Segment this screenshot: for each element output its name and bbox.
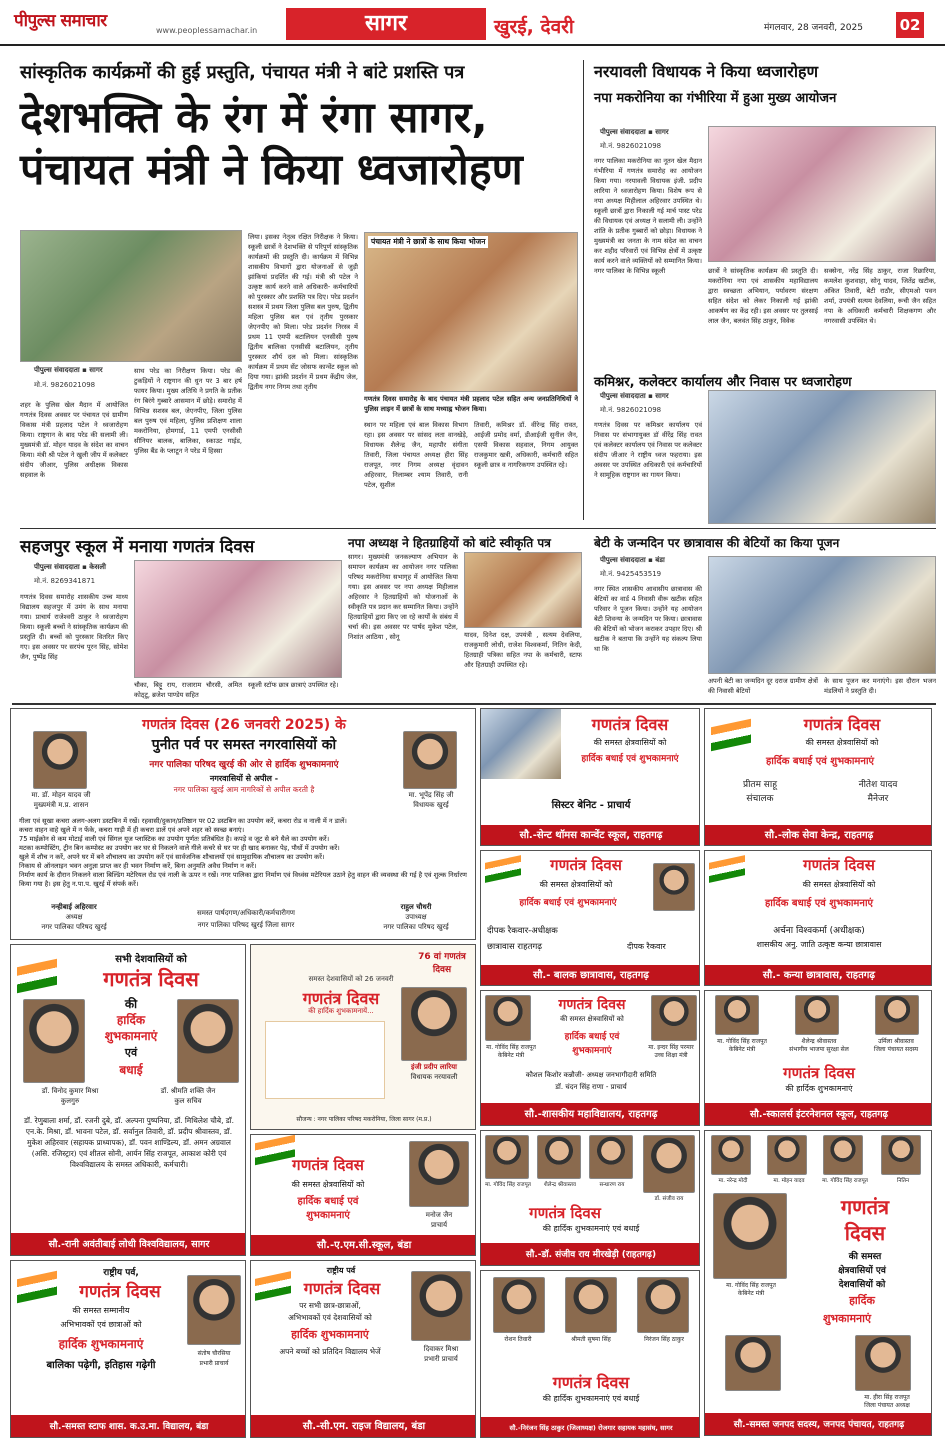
ad-balak-name-1: दीपक रैकवार-अधीक्षक	[487, 926, 558, 936]
ad-khurai	[10, 708, 476, 940]
janpad-name-4: नितिन	[896, 1178, 910, 1184]
daughters-title: बेटी के जन्मदिन पर छात्रावास की बेटियों का किया पूजन	[594, 536, 840, 550]
scholars-name-2: शैलेन्द्र श्रीवास्तव	[801, 1038, 837, 1045]
mla-lariya-role: विधायक नरयावली	[410, 1073, 458, 1081]
appeal-point: गीला एवं सूखा कचरा अलग-अलग डस्टबिन में रखें। रहवासी/दुकान/प्रतिष्ठान पर 02 डस्टबिन का उपयोग करें, कचरा रोड व नाली में न डालें।	[19, 817, 347, 825]
ad-balak-footer: सौ.- बालक छात्रावास, राहतगढ़	[481, 965, 700, 986]
narayawali-col-1: नगर पालिका मकरोनिया का नूतन खेल मैदान गंभीरिया में गणतंत्र समारोह का आयोजन किया गया। नरयावली विधायक इंजी. प्रदीप लारिया ने ध्वजारोहण किया। विशेष रूप से नपा अध्यक्ष मिहीलाल अहिरवार उपस्थित थे। स्कूली छात्रों द्वारा निकाली गई मार्च पास्ट परेड की विधायक एवं अध्यक्ष ने सलामी ली। उन्होंने शांति के प्रतीक गुब्बारों को छोड़ा। विधायक ने मुख्यमंत्री का जनता के नाम संदेश का वाचन कर शहीद परिवारों एवं विभिन्न क्षेत्रों में उत्कृष्ट कार्य करने वाले व्यक्तियों को सम्मानित किया। नगर पालिका के विभिन्न स्कूली	[594, 157, 702, 275]
appeal-point: मटका कम्पोस्टिंग, ट्रीन बिन कम्पोस्ट का उपयोग कर घर से निकलने वाले गीले कचरे से घर पर ही खाद बनाकर पेड़, पौधों में उपयोग करें।	[19, 844, 340, 852]
ad-balak-photo-name: दीपक रैकवार	[627, 942, 666, 951]
ad-janpad-line-2: क्षेत्रवासियों एवं	[838, 1266, 886, 1276]
ad-girls-title: गणतंत्र दिवस	[79, 1282, 161, 1302]
ad-cmrise-line-1: पर सभी छात्र-छात्राओं,	[299, 1301, 361, 1310]
vc-role: कुलगुरु	[60, 1097, 80, 1105]
lunch-photo	[364, 232, 578, 392]
commissioner-byline: पीपुल्स संवाददाता ▪ सागर	[600, 392, 669, 400]
scholars-name-1: मा. गोविंद सिंह राजपूत	[717, 1038, 767, 1045]
ad-scholars	[704, 990, 932, 1126]
janpad-member-photo	[725, 1335, 781, 1391]
janpad-minister-name: मा. गोविंद सिंह राजपूत	[726, 1282, 776, 1289]
section-divider	[20, 528, 936, 529]
janpad-name-3: मा. गोविंद सिंह राजपूत	[822, 1178, 868, 1184]
school-photo	[481, 709, 561, 779]
ad-balak	[480, 850, 700, 986]
ad-janpad	[704, 1130, 932, 1436]
ad-mahasabha	[480, 1270, 700, 1438]
sanjeev-name-3: सन्धारण राय	[599, 1182, 625, 1188]
ad-lok-line-1: की समस्त क्षेत्रवासियों को	[805, 738, 879, 747]
janpad-minister-photo	[713, 1193, 787, 1279]
mahasabha-photo-2	[565, 1277, 617, 1333]
girls-principal-role: प्रभारी प्राचार्य	[199, 1360, 229, 1367]
warden-photo	[653, 863, 695, 911]
higher-edu-minister-photo	[651, 995, 697, 1041]
registrar-name: डॉ. श्रीमति शक्ति जैन	[160, 1087, 216, 1095]
ad-kanya-name-2: शासकीय अनु. जाति उत्कृष्ट कन्या छात्रावास	[756, 940, 882, 949]
janpad-photo-3	[823, 1135, 863, 1175]
commissioner-title: कमिश्नर, कलेक्टर कार्यालय और निवास पर ध्वजारोहण	[594, 375, 852, 390]
ad-thomas-title: गणतंत्र दिवस	[591, 715, 669, 734]
ad-cmrise-line-2: अभिभावकों एवं देशवासियों को	[288, 1313, 372, 1322]
ad-balak-line-1: की समस्त क्षेत्रवासियों को	[539, 880, 613, 889]
lunch-photo-desc: गणतंत्र दिवस समारोह के बाद पंचायत मंत्री प्रहलाद पटेल सहित अन्य जनप्रतिनिधियों ने पुलिस लाइन में छात्रों के साथ मध्याह्न भोजन किया।	[364, 395, 578, 413]
ad-college-line-1: की समस्त क्षेत्रवासियों को	[560, 1015, 624, 1023]
ad-rani	[10, 944, 246, 1256]
ad-mahasabha-footer: सौ.-निरंजन सिंह ठाकुर (जिलाध्यक्ष) रोजगार सहायक महासंघ, सागर	[481, 1417, 700, 1438]
ads-divider	[12, 703, 936, 705]
daughters-byline: पीपुल्स संवाददाता ▪ बंडा	[600, 556, 665, 564]
registrar-photo	[177, 999, 239, 1083]
janpad-photo-2	[767, 1135, 807, 1175]
ad-sanjeev	[480, 1130, 700, 1266]
ad-girls-footer: सौ.-समस्त स्टाफ शास. क.उ.मा. विद्यालय, बंडा	[11, 1415, 246, 1438]
appeal-point: खुले में शौच न करें, अपने घर में बने शौचालय का उपयोग करें एवं सार्वजनिक शौचालयों एवं सामुदायिक शौचालय का उपयोग करें।	[19, 853, 325, 861]
ad-mahasabha-title: गणतंत्र दिवस	[552, 1373, 630, 1392]
sahajpur-byline: पीपुल्स संवाददाता ▪ केसली	[34, 563, 106, 571]
sahajpur-caption-2: स्कूली स्टॉफ छात्र छात्राएं उपस्थित रहे।	[248, 681, 339, 689]
ad-lok-line-2: हार्दिक बधाई एवं शुभकामनाएं	[765, 756, 875, 767]
ad-scholars-title: गणतंत्र दिवस	[783, 1064, 855, 1082]
cm-photo	[33, 731, 87, 789]
girls-principal-name: संतोष चौरसिया	[197, 1350, 231, 1357]
ad-cmrise-top: राष्ट्रीय पर्व	[326, 1266, 356, 1275]
cm-name: मा. डॉ. मोहन यादव जी	[31, 791, 91, 799]
lead-byline: पीपुल्स संवाददाता ▪ सागर	[34, 366, 103, 374]
napa-title: नपा अध्यक्ष ने हितग्राहियों को बांटे स्वीकृति पत्र	[348, 536, 551, 550]
ad-janpad-line-5: शुभकामनाएं	[822, 1312, 872, 1325]
napa-col-1: सागर। मुख्यमंत्री जनकल्याण अभियान के समापन कार्यक्रम का आयोजन नगर पालिका परिषद मकरोनिया सभागृह में आयोजित किया गया। इस अवसर पर नपा अध्यक्ष मिहीलाल अहिरवार ने हितग्राहियों को योजनाओं के स्वीकृति पत्र प्रदान कर सम्मानित किया। उन्होंने हितग्राहियों द्वारा किए जा रहे कार्यों के संबंध में चर्चा की। इस अवसर पर पार्षद मुकेश पटेल, निशांत आठिया , सोनू	[348, 553, 458, 641]
ad-lok-role-1: संचालक	[746, 794, 774, 804]
ad-college-title: गणतंत्र दिवस	[558, 997, 626, 1013]
ad-college-line-3: शुभकामनाएं	[572, 1046, 612, 1056]
sig2-org: नगर पालिका परिषद खुरई जिला सागर	[197, 921, 295, 929]
parade-photo	[20, 230, 242, 362]
principal-photo	[409, 1141, 469, 1207]
ad-girls-line-4: बालिका पढ़ेगी, इतिहास गढ़ेगी	[46, 1360, 156, 1371]
appeal-point: कचरा वाहन वाहे खुले में न फेंके, कचरा गाड़ी में ही कचरा डालें एवं अपने शहर को स्वच्छ बनाएं।	[19, 826, 245, 834]
daughters-text-3: के साथ पूजन कर मनाएंगे। इस दौरान भजन मंडलियों ने प्रस्तुति दी।	[824, 677, 936, 695]
sig2: समस्त पार्षदगण/अधिकारी/कर्मचारीगण	[197, 909, 295, 917]
ad-rani-ki: की	[124, 997, 138, 1011]
lead-col-2: साथ परेड का निरीक्षण किया। परेड की टुकड़ियों ने राष्ट्रगान की धुन पर 3 बार हर्ष फायर किया। मुख्य अतिथि ने प्रगति के प्रतीक रंग बिरंगे गुब्बारे आसमान में छोड़े। समारोह में विभिन्न सशस्त्र बल, जेएनपीए, जिला पुलिस बल पुरुष एवं महिला, पुलिस प्रशिक्षण शाला मकरोनिया, होमगार्ड, 11 एमपी एनसीसी सीनियर बालक, बालिका, स्काउट गाईड, पुलिस बैंड के प्लाटून ने परेड में हिस्सा	[134, 367, 242, 455]
sig3-role: उपाध्यक्ष	[405, 913, 427, 921]
ad-janpad-line-1: की समस्त	[848, 1252, 882, 1262]
janpad-photo-1	[711, 1135, 751, 1175]
cmrise-principal-name: दिवाकर मिश्रा	[423, 1345, 459, 1353]
ad-makronia-top: समस्त देशवासियों को 26 जनवरी	[308, 975, 394, 983]
ad-balak-name-2: छात्रावास राहतगढ़	[487, 942, 543, 952]
ad-scholars-line: की हार्दिक शुभकामनाएं	[785, 1084, 853, 1093]
ad-rani-w3: एवं	[124, 1046, 138, 1059]
ad-mahasabha-line: की हार्दिक शुभकामनाएं एवं बधाई	[542, 1394, 640, 1403]
ad-thomas-line-1: की समस्त क्षेत्रवासियों को	[593, 738, 667, 747]
janpad-name-2: मा. मोहन यादव	[773, 1178, 805, 1184]
lead-col-1: शहर के पुलिस खेल मैदान में आयोजित गणतंत्र दिवस अवसर पर पंचायत एवं ग्रामीण विकास मंत्री प्रहलाद पटेल ने ध्वजारोहण किया। राष्ट्रगान के बाद परेड की सलामी ली। मुख्यमंत्री डॉ. मोहन यादव के संदेश का वाचन किया। मंत्री श्री पटेल ने खुली जीप में कलेक्टर संदीप जीआर, पुलिस अधीक्षक विकास सहवाल के	[20, 401, 128, 479]
ad-college-line-4: कौशल किशोर कन्नौजी- अध्यक्ष जनभागीदारी समिति	[525, 1071, 657, 1079]
sahajpur-caption: चौका, बिट्टू राय, राजाराम चौरसी, अमित कोठ्टू, ब्रजेश पाण्डेय सहित	[134, 681, 242, 699]
cmrise-principal-photo	[411, 1271, 471, 1341]
sanjeev-photo-4	[643, 1135, 695, 1193]
cmrise-principal-role: प्रभारी प्राचार्य	[424, 1355, 458, 1363]
narayawali-mobile: मो.नं. 9826021098	[600, 142, 662, 150]
ad-thomas-footer: सौ.-सेन्ट थॉमस कान्वेंट स्कूल, राहतगढ़	[481, 825, 700, 846]
ad-thomas-name: सिस्टर बेनिट - प्राचार्य	[551, 800, 631, 811]
minister-name: मा. गोविंद सिंह राजपूत	[486, 1044, 536, 1051]
mla-lariya-name: इंजी प्रदीप लारिया	[411, 1063, 457, 1071]
scholars-photo-1	[715, 995, 759, 1035]
sahajpur-mobile: मो.नं. 8269341871	[34, 577, 96, 585]
janpad-photo-4	[881, 1135, 921, 1175]
vc-photo	[23, 999, 85, 1083]
girls-principal-photo	[187, 1275, 241, 1345]
sanjeev-name-1: मा. गोविंद सिंह राजपूत	[485, 1182, 531, 1188]
ad-cmrise-footer: सौ.-सी.एम. राइज विद्यालय, बंडा	[251, 1415, 476, 1438]
ad-kanya-title: गणतंत्र दिवस	[803, 856, 875, 874]
ad-scholars-footer: सौ.-स्कालर्स इंटरनेशनल स्कूल, राहतगढ़	[705, 1103, 932, 1126]
principal-role: प्राचार्य	[430, 1221, 448, 1229]
janpad-president-role: जिला पंचायत अध्यक्ष	[864, 1402, 910, 1409]
sahajpur-title: सहजपुर स्कूल में मनाया गणतंत्र दिवस	[20, 537, 255, 557]
minister-photo	[485, 995, 531, 1041]
ad-rani-title: गणतंत्र दिवस	[103, 967, 199, 991]
ad-lok-name-2: नीतेश यादव	[858, 780, 898, 790]
mahasabha-name-3: निरंजन सिंह ठाकुर	[644, 1336, 684, 1343]
mahasabha-photo-3	[637, 1277, 689, 1333]
napa-col-2: यादव, दिनेश दक्ष, उपयंत्री , सत्यम देवलिया, राजकुमारी लोधी, राजेश विश्वकर्मा, नितिन केदी, हितग्राही पत्रिका सहित नपा के कर्मचारी, स्टाफ और हितग्राही उपस्थित रहे।	[464, 631, 582, 669]
ad-ems-line-2: हार्दिक बधाई एवं	[297, 1196, 359, 1207]
ad-cmrise-line-4: अपने बच्चों को प्रतिदिन विद्यालय भेजें	[279, 1347, 381, 1356]
sanjeev-photo-2	[537, 1135, 581, 1179]
issue-date: मंगलवार, 28 जनवरी, 2025	[764, 23, 863, 33]
lead-col-4: स्थान पर महिला एवं बाल विकास विभाग रहा। इस अवसर पर सांसद लता वानखेड़े, विधायक शैलेन्द्र जैन, महापौर संगीता तिवारी, जिला पंचायत अध्यक्ष हीरा सिंह राजपूत, नगर निगम अध्यक्ष वृंदावन अहिरवार, निलाम्बर श्याम तिवारी, रानी पटेल, सुशील	[364, 421, 468, 489]
narayawali-photo	[708, 126, 936, 262]
ad-girls-line-3: हार्दिक शुभकामनाएं	[58, 1337, 144, 1351]
sig1-org: नगर पालिका परिषद खुरई	[41, 923, 107, 931]
scholars-photo-3	[875, 995, 919, 1035]
ad-balak-title: गणतंत्र दिवस	[550, 856, 622, 874]
ad-rani-w2: शुभकामनाएं	[104, 1029, 158, 1043]
ad-girls-line-1: की समस्त सम्मानीय	[72, 1306, 130, 1315]
narayawali-col-2: छात्रों ने सांस्कृतिक कार्यक्रम की प्रस्तुति दी। मकरोनिया नपा एवं शासकीय महाविद्यालय द्वारा स्वच्छता अभियान, पर्यावरण संरक्षण सहित संदेश को लेकर निकाली गई झांकी आकर्षण का केंद्र रही। इस अवसर पर तुलसाई लाल जैन, बलवंत सिंह ठाकुर, विवेक	[708, 267, 818, 325]
lead-mobile: मो.नं. 9826021098	[34, 381, 96, 389]
scholars-photo-2	[795, 995, 839, 1035]
ad-makronia-title: गणतंत्र दिवस	[302, 989, 380, 1008]
lead-kicker: सांस्कृतिक कार्यक्रमों की हुई प्रस्तुति, पंचायत मंत्री ने बांटे प्रशस्ति पत्र	[20, 62, 465, 83]
appeal-heading: नगरवासियों से अपील -	[209, 774, 279, 783]
ad-makronia-inset	[265, 1021, 385, 1099]
higher-edu-minister-role: उच्च शिक्षा मंत्री	[654, 1052, 688, 1059]
lead-headline: देशभक्ति के रंग में रंगा सागर, पंचायत मंत्री ने किया ध्वजारोहण	[20, 93, 523, 195]
flag-icon	[17, 959, 57, 994]
minister-role: केबिनेट मंत्री	[497, 1052, 525, 1059]
ad-girls	[10, 1260, 246, 1438]
ad-janpad-title-2: दिवस	[844, 1221, 886, 1245]
janpad-president-name: मा. हीरा सिंह राजपूत	[864, 1394, 910, 1401]
commissioner-text: गणतंत्र दिवस पर कमिश्नर कार्यालय एवं निवास पर संभागायुक्त डॉ वीरेंद्र सिंह रावत एवं कलेक्टर कार्यालय एवं निवास पर कलेक्टर संदीप जीआर ने राष्ट्रीय ध्वज फहराया। इस अवसर पर उपस्थित अधिकारी एवं कर्मचारियों ने सामूहिक राष्ट्रगान का गायन किया।	[594, 421, 702, 479]
newspaper-logo: पीपुल्स समाचार	[14, 11, 107, 31]
sig3-name: राहुल चौधरी	[400, 903, 432, 911]
sig1-name: नन्हीबाई अहिरवार	[51, 903, 97, 911]
mahasabha-name-2: श्रीमती सुषमा सिंह	[571, 1336, 611, 1343]
daughters-text: नगर स्थित शासकीय आवासीय छात्रावास की बेटियों का वार्ड 4 निवासी वीरू खटीक सहित परिवार ने पूजन किया। उन्होंने यह आयोजन बेटी शिवन्या के जन्मदिन पर किया। छात्रावास की बेटियों को भोजन कराकर उपहार दिए। श्री खटीक ने बताया कि उन्होंने यह संकल्प लिया था कि	[594, 585, 702, 653]
scholars-role-1: केबिनेट मंत्री	[728, 1046, 756, 1053]
ad-college-footer: सौ.-शासकीय महाविद्यालय, राहतगढ़	[481, 1103, 700, 1126]
narayawali-col-3: सक्सेना, नरेंद्र सिंह ठाकुर, राजा रिछारिया, कमलेश कुशवाहा, सोनू यादव, जितेंद्र खटीक, अंकित तिवारी, बेटी राठौर, सीएमओ पवन शर्मा, उपयंत्री सत्यम देवलिया, रूची जैन सहित नपा के अधिकारी कर्मचारी शिक्षकगण और नगरवासी उपस्थित थे।	[824, 267, 936, 325]
narayawali-byline: पीपुल्स संवाददाता ▪ सागर	[600, 128, 669, 136]
ad-cmrise-line-3: हार्दिक शुभकामनाएं	[291, 1328, 369, 1341]
lunch-photo-caption: पंचायत मंत्री ने छात्रों के साथ किया भोजन	[368, 236, 488, 248]
sanjeev-name-4: डॉ. संजीव राय	[654, 1196, 684, 1202]
ad-makronia	[250, 944, 476, 1130]
sub-editions: खुरई, देवरी	[494, 16, 574, 38]
appeal-subheading: नगर पालिका खुरई आम नागरिकों से अपील करती है	[173, 785, 315, 794]
janpad-president-photo	[855, 1335, 911, 1391]
narayawali-title: नरयावली विधायक ने किया ध्वजारोहण	[594, 62, 819, 81]
napa-photo	[464, 552, 582, 628]
column-divider	[583, 60, 584, 520]
ad-rani-w4: बधाई	[119, 1063, 143, 1077]
ad-kanya-footer: सौ.- कन्या छात्रावास, राहतगढ़	[705, 965, 932, 986]
ad-ems-footer: सौ.-ए.एम.सी.स्कूल, बंडा	[251, 1235, 476, 1256]
ad-balak-line-2: हार्दिक बधाई एवं शुभकामनाएं	[519, 898, 617, 908]
sanjeev-photo-3	[589, 1135, 633, 1179]
ad-khurai-title-2: पुनीत पर्व पर समस्त नगरवासियों को	[151, 737, 337, 753]
ad-college	[480, 990, 700, 1126]
higher-edu-minister-name: मा. इन्दर सिंह परमार	[648, 1044, 694, 1051]
ad-college-line-2: हार्दिक बधाई एवं	[564, 1032, 620, 1042]
ad-khurai-title: गणतंत्र दिवस (26 जनवरी 2025) के	[142, 717, 346, 733]
daughters-text-2: अपनी बेटी का जन्मदिन दूर दराज ग्रामीण क्षेत्रों की निवासी बेटियों	[708, 677, 818, 695]
daughters-photo	[708, 556, 936, 674]
ad-khurai-title-3: नगर पालिका परिषद खुरई की ओर से हार्दिक शुभकामनाएं	[149, 760, 339, 770]
ad-ems	[250, 1134, 476, 1256]
sahajpur-text: गणतंत्र दिवस समारोह शासकीय उच्च माध्य विद्यालय सहजपुर में उमंग के साथ मनाया गया। प्राचार्य राजेश्वरी ठाकुर ने ध्वजारोहण किया। स्कूली बच्चों ने सांस्कृतिक कार्यक्रम की प्रस्तुति दी। बच्चों को पुरस्कार वितरित किए गए। इस अवसर पर सरपंच पूरन सिंह, सोमेश जैन, पुष्पेंद्र सिंह	[20, 593, 128, 661]
sanjeev-photo-1	[485, 1135, 529, 1179]
ad-kanya-name-1: अर्चना विश्वकर्मा (अधीक्षक)	[773, 926, 865, 936]
mla-name: मा. भूपेंद्र सिंह जी	[408, 791, 454, 799]
ad-lok-title: गणतंत्र दिवस	[803, 715, 881, 734]
ad-college-line-5: डॉ. चंदन सिंह राणा - प्राचार्य	[555, 1083, 627, 1091]
ad-lok-name-1: प्रीतम साहू	[742, 780, 778, 790]
janpad-name-1: मा. नरेन्द्र मोदी	[718, 1178, 748, 1184]
ad-rani-w1: हार्दिक	[116, 1013, 146, 1027]
ad-kanya-line-1: की समस्त क्षेत्रवासियों को	[802, 880, 876, 889]
ad-girls-top: राष्ट्रीय पर्व,	[103, 1268, 139, 1278]
commissioner-photo	[708, 390, 936, 524]
lead-col-3: लिया। इसका नेतृत्व रक्षित निरीक्षक ने किया। स्कूली छात्रों ने देशभक्ति से परिपूर्ण सांस्कृतिक कार्यक्रमों की प्रस्तुति दी। कार्यक्रम में विभिन्न शासकीय विभागों द्वारा योजनाओं से जुड़ी झांकियां प्रदर्शित की गई। मंत्री श्री पटेल ने उत्कृष्ट कार्य करने वाले अधिकारी- कर्मचारियों को पुरस्कार और प्रशस्ति पत्र दिए। परेड प्रदर्शन सशस्त्र में प्रथम जिला पुलिस बल पुरुष, द्वितीय महिला पुलिस बल एवं तृतीय पुरस्कार जेएनपीए को मिला। परेड प्रदर्शन निरस्त्र में प्रथम 11 एमपी बटालियन एनसीसी पुरुष द्वितीय बालिका एनसीसी बटालियन, तृतीय पुरस्कार शौर्य दल को मिला। सांस्कृतिक कार्यक्रम में प्रथम सेंट जोसफ कान्वेंट स्कूल को दिया गया। झांकी प्रदर्शन में प्रथम केंद्रीय जेल, द्वितीय नगर निगम तथा तृतीय	[248, 233, 358, 391]
ad-ems-line-1: की समस्त क्षेत्रवासियों को	[291, 1180, 365, 1189]
city-label: सागर	[286, 8, 486, 40]
ad-sanjeev-line: की हार्दिक शुभकामनाएं एवं बधाई	[542, 1224, 640, 1233]
appeal-point: निर्माण कार्य के दौरान निकलने वाला बिल्डिंग मटेरियल रोड एवं नाली के ऊपर न रखें। नगर पालिका द्वारा निर्माण एवं विध्वंस मटेरियल उठाने हेतु वाहन की व्यवस्था की गई है एवं शुल्क निर्धारण किया गया है। इस हेतु न.पा.प. खुरई में संपर्क करें।	[19, 871, 467, 888]
flag-icon	[709, 855, 745, 883]
commissioner-mobile: मो.नं. 9826021098	[600, 406, 662, 414]
ad-ems-title: गणतंत्र दिवस	[292, 1156, 364, 1174]
ad-janpad-footer: सौ.-समस्त जनपद सदस्य, जनपद पंचायत, राहतगढ़	[705, 1413, 932, 1436]
ad-kanya	[704, 850, 932, 986]
ad-rani-footer: सौ.-रानी अवंतीबाई लोधी विश्वविद्यालय, सागर	[11, 1233, 246, 1256]
ad-thomas-line-2: हार्दिक बधाई एवं शुभकामनाएं	[581, 754, 679, 764]
sanjeev-name-2: शैलेन्द्र श्रीवास्तव	[544, 1182, 576, 1188]
ad-cmrise-title: गणतंत्र दिवस	[303, 1279, 381, 1298]
flag-icon	[17, 1271, 57, 1304]
ad-lok-role-2: मैनेजर	[867, 794, 889, 804]
ad-rani-top: सभी देशवासियों को	[115, 954, 187, 965]
flag-icon	[711, 719, 751, 752]
mahasabha-photo-1	[493, 1277, 545, 1333]
ad-sanjeev-footer: सौ.-डॉ. संजीव राय मीरखेड़ी (राहतगढ़)	[481, 1243, 700, 1266]
sig1-role: अध्यक्ष	[65, 913, 83, 921]
principal-name: मनोज जैन	[425, 1211, 453, 1219]
mla-lariya-photo	[401, 987, 467, 1061]
ad-janpad-line-3: देशवासियों को	[838, 1280, 886, 1290]
appeal-points	[19, 817, 469, 889]
scholars-role-2: संभागीय भाजपा सुरक्षा सेल	[789, 1046, 849, 1053]
page-number: 02	[896, 12, 924, 38]
scholars-role-3: जिला पंचायत सदस्य	[873, 1046, 919, 1053]
cm-role: मुख्यमंत्री म.प्र. शासन	[33, 801, 89, 809]
ad-janpad-title: गणतंत्र	[840, 1195, 890, 1219]
ad-makronia-footer: सौजन्य : नगर पालिका परिषद मकरोनिया, जिला सागर (म.प्र.)	[296, 1116, 432, 1123]
vc-name: डॉ. विनोद कुमार मिश्रा	[41, 1087, 99, 1095]
mla-role: विधायक खुरई	[413, 801, 449, 809]
scholars-name-3: उर्मिला श्रीवास्तव	[878, 1038, 914, 1045]
ad-rani-names: डॉ. रेणुबाला शर्मा, डॉ. रजनी दुबे, डॉ. अल्पना पुष्पनिया, डॉ. मिथिलेश चौबे, डॉ. एन.के. मिश्रा, डॉ. भावना पटेल, डॉ. सर्वानुल तिवारी, डॉ. प्रदीप श्रीवास्तव, डॉ. मुकेश अहिरवार (सहायक प्राध्यापक), डॉ. पवन शाण्डिल्य, डॉ. अमन अग्रवाल (असि. रजिस्ट्रार) एवं शीतल सोनी, आर्यन सिंह राजपूत, आकाश कोरी एवं विश्वविद्यालय के समस्त अधिकारी, कर्मचारी।	[24, 1116, 234, 1169]
ad-cmrise	[250, 1260, 476, 1438]
narayawali-subtitle: नपा मकरोनिया का गंभीरिया में हुआ मुख्य आयोजन	[594, 91, 837, 106]
daughters-mobile: मो.नं. 9425453519	[600, 570, 662, 578]
appeal-point: निकाय से ऑनलाइन भवन अनुज्ञा प्राप्त कर ही भवन निर्माण करें, बिना अनुमति अवैध निर्माण न करें।	[19, 862, 257, 870]
sahajpur-photo	[134, 560, 342, 678]
ad-sanjeev-title: गणतंत्र दिवस	[529, 1204, 601, 1222]
ad-ems-line-3: शुभकामनाएं	[306, 1210, 350, 1221]
appeal-point: 75 माईक्रोन से कम मोटाई वाली एवं सिंगल यूज प्लास्टिक का उपयोग पूर्णतः प्रतिबंधित है। कपड़े व जूट से बने थैले का उपयोग करें।	[19, 835, 330, 843]
ad-kanya-line-2: हार्दिक बधाई एवं शुभकामनाएं	[764, 898, 874, 909]
website-url: www.peoplessamachar.in	[156, 26, 258, 35]
sig3-org: नगर पालिका परिषद खुरई	[383, 923, 449, 931]
ad-makronia-line: की हार्दिक शुभकामनायें...	[308, 1007, 374, 1015]
mla-photo	[403, 731, 457, 789]
ad-makronia-badge: 76 वां गणतंत्र दिवस	[418, 952, 466, 975]
ad-thomas	[480, 708, 700, 846]
ad-janpad-line-4: हार्दिक	[849, 1294, 875, 1307]
mahasabha-name-1: रोशन तिवारी	[504, 1336, 532, 1343]
ad-lok-footer: सौ.-लोक सेवा केन्द्र, राहतगढ़	[705, 825, 932, 846]
janpad-minister-role: केबिनेट मंत्री	[737, 1290, 765, 1297]
registrar-role: कुल सचिव	[174, 1097, 202, 1105]
ad-lok	[704, 708, 932, 846]
lead-col-5: तिवारी, कमिश्नर डॉ. वीरेन्द्र सिंह रावत, आईजी प्रमोद वर्मा, डीआईजी सुनील जैन, एसपी विकास सहवाल, निगम आयुक्त राजकुमार खत्री, अधिकारी, कर्मचारी सहित स्कूली छात्र व नागरिकगण उपस्थित रहे।	[474, 421, 578, 469]
ad-girls-line-2: अभिभावकों एवं छात्राओं को	[60, 1320, 142, 1329]
